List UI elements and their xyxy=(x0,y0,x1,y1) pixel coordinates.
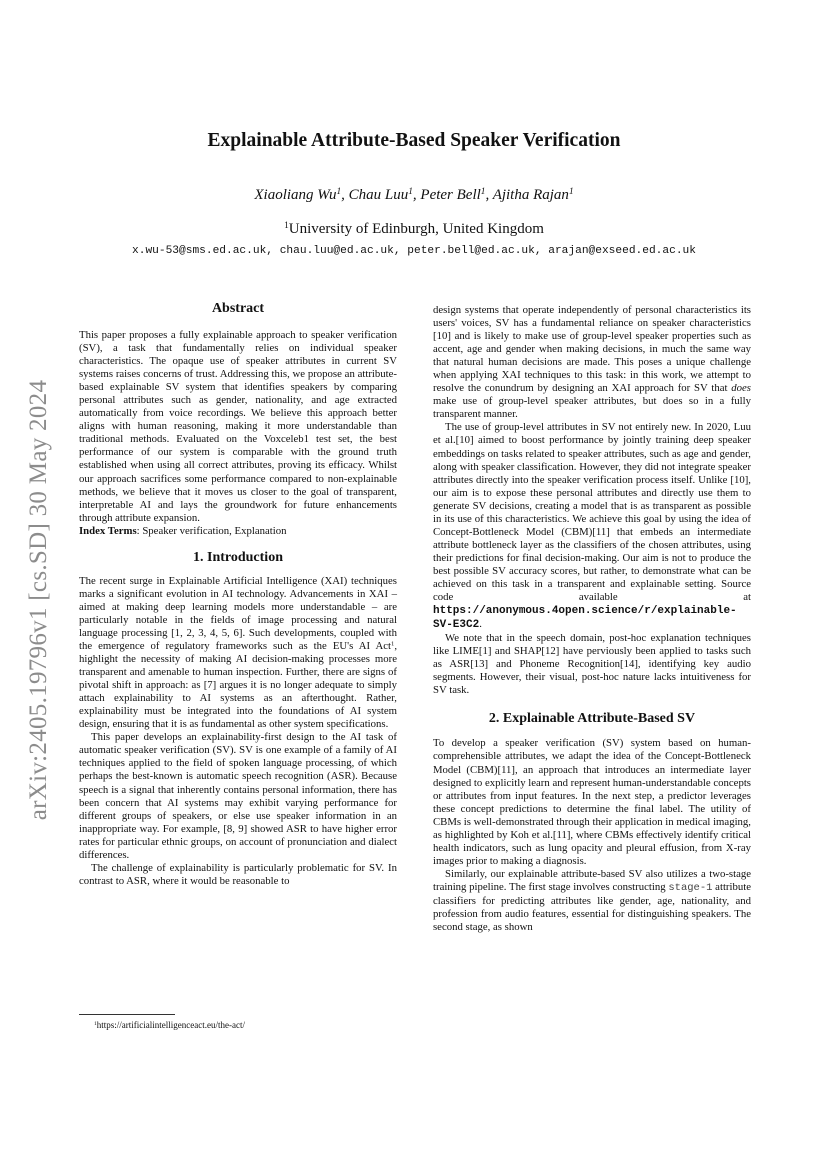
section-2-p2-text: Similarly, our explainable attribute-based SV also utilizes a two-stage training pipeline. The first stage involves constructing xyxy=(433,867,751,893)
footnote-marker[interactable]: 1 xyxy=(390,640,395,648)
intro-paragraph-3-cont xyxy=(433,304,751,421)
affiliation-text: University of Edinburgh, United Kingdom xyxy=(288,221,544,237)
arxiv-id-text: arXiv:2405.19796v1 [cs.SD] 30 May 2024 xyxy=(25,379,52,821)
footnote-url[interactable]: https://artificialintelligenceact.eu/the-act/ xyxy=(96,1020,245,1030)
left-column xyxy=(79,300,397,888)
intro-r2-end: . xyxy=(479,618,482,631)
index-terms xyxy=(79,525,397,538)
intro-p1-text-cont: , highlight the necessity of making AI decision-making processes more transparent and amenable to human inspection. Further, there are signs of pivotal shift in approach: as [7] argues it is no longer adequate to simply attach explainability to AI systems as an afterthought. Rather, explainability must be integrated into the foundations of AI system design, ensuring that it is as fundamental as other system specifications. xyxy=(79,639,397,731)
affiliation-marker: 1 xyxy=(284,220,289,231)
intro-r1-text-cont: make use of group-level speaker attributes, but does so in a fully transparent manner. xyxy=(433,395,751,421)
intro-p1-text: The recent surge in Explainable Artificial Intelligence (XAI) techniques marks a significant evolution in AI technology. Advancements in XAI – aimed at making deep learning models more understandable – are particularly notable in the fields of image processing and natural language processing [1, 2, 3, 4, 5, 6]. Such developments, coupled with the emergence of regulatory frameworks such as the EU's AI Act xyxy=(79,574,397,652)
intro-paragraph-2: This paper develops an explainability-first design to the AI task of automatic speaker verification (SV). SV is one example of a family of AI techniques applied to the field of spoken language processing, of which perhaps the best-known is automatic speech recognition (ASR). Because speech is a signal that inherently contains personal information, there has been concern that AI systems may exhibit varying performance for different groups of speakers, or else use speaker information in an inappropriate way. For example, [8, 9] showed ASR to have higher error rates for particular ethnic groups, on account of pronunciation and dialect differences. xyxy=(79,731,397,861)
affiliation-marker: 1 xyxy=(568,186,574,197)
abstract-heading: Abstract xyxy=(211,301,265,316)
footnote-number: 1 xyxy=(94,1020,97,1027)
affiliation-marker: 1 xyxy=(480,186,486,197)
author-name: Xiaoliang Wu xyxy=(254,187,337,203)
intro-paragraph-4 xyxy=(433,421,751,632)
footnote xyxy=(94,1020,245,1030)
source-code-link[interactable]: https://anonymous.4open.science/r/explainable-SV-E3C2 xyxy=(433,605,737,632)
intro-paragraph-3: The challenge of explainability is particularly problematic for SV. In contrast to ASR, where it would be reasonable to xyxy=(79,861,397,887)
emphasis-does: does xyxy=(731,382,751,395)
author-emails: x.wu-53@sms.ed.ac.uk, chau.luu@ed.ac.uk, peter.bell@ed.ac.uk, arajan@exseed.ed.ac.uk xyxy=(132,245,696,257)
affiliation-marker: 1 xyxy=(336,186,342,197)
author-name: Chau Luu xyxy=(348,187,409,203)
author-name: Peter Bell xyxy=(420,187,481,203)
section-2-heading: 2. Explainable Attribute-Based SV xyxy=(488,711,696,727)
index-terms-label: Index Terms xyxy=(79,524,137,537)
intro-paragraph-5: We note that in the speech domain, post-hoc explanation techniques like LIME[1] and SHAP[12] have perviously been applied to tasks such as ASR[13] and Phoneme Recognition[14], identifying key audio segments. However, their visual, post-hoc nature lacks intuitiveness for SV task. xyxy=(433,632,751,697)
author-list: Xiaoliang Wu$^1$, Chau Luu$^1$, Peter Bell$^1$, Ajitha Rajan$^1$ xyxy=(254,186,574,203)
affiliation xyxy=(0,221,828,238)
introduction-heading: 1. Introduction xyxy=(193,549,283,565)
author-name: Ajitha Rajan xyxy=(492,187,569,203)
paper-title: Explainable Attribute-Based Speaker Verification xyxy=(207,130,621,151)
index-terms-text: : Speaker verification, Explanation xyxy=(136,524,287,537)
stage-1-code: stage-1 xyxy=(668,881,713,894)
affiliation-marker: 1 xyxy=(408,186,413,197)
intro-r2-text: The use of group-level attributes in SV not entirely new. In 2020, Luu et al.[10] aimed to boost performance by jointly training deep speaker embeddings on tasks related to speaker attributes, such as age and gender, along with speaker classification. However, they did not integrate speaker attributes directly into the speaker verification process itself. Unlike [10], our aim is to expose these personal attributes and directly use them to generate SV decisions, creating a model that is as transparent as possible in its use of this characteristics. We achieve this goal by using the idea of Concept-Bottleneck Model (CBM)[11] that embeds an intermediate attribute bottleneck layer as the classifiers of the chosen attributes, using their predictions for final decision-making. Our aim is not to produce the best possible SV accuracy scores, but rather, to demonstrate what can be achieved on this task in a transparent and explainable setting. Source code available at xyxy=(433,421,751,604)
arxiv-identifier-stamp xyxy=(27,360,51,840)
footnote-divider xyxy=(79,1014,175,1015)
intro-r1-text: design systems that operate independently of personal characteristics its users' voices, SV has a fundamental reliance on speaker characteristics [10] and is likely to make use of group-level speaker properties such as accent, age and gender when making decisions, in much the same way that natural human decisions are made. This poses a unique challenge when applying XAI techniques to this task: in this work, we attempt to resolve the conundrum by designing an XAI approach for SV that xyxy=(433,304,751,395)
section-2-paragraph-2 xyxy=(433,868,751,934)
section-2-p2-text-cont: attribute classifiers for predicting attributes like gender, age, nationality, and profession from audio features, essential for distinguishing speakers. The second stage, as shown xyxy=(433,880,751,934)
right-column xyxy=(433,304,751,934)
abstract-text: This paper proposes a fully explainable approach to speaker verification (SV), a task that fundamentally relies on individual speaker characteristics. The opaque use of speaker attributes in current SV systems raises concerns of trust. Addressing this, we propose an attribute-based explainable SV system that identifies speakers by comparing personal attributes such as gender, nationality, and age extracted automatically from voice recordings. We believe this approach better aligns with human reasoning, making it more understandable than traditional methods. Evaluated on the Voxceleb1 test set, the best performance of our system is comparable with the ground truth established when using all correct attributes, proving its efficacy. Whilst our approach sacrifices some performance compared to non-explainable methods, we believe that it moves us closer to the goal of transparent, interpretable AI and lays the groundwork for future enhancements through attribute expansion. xyxy=(79,329,397,524)
intro-paragraph-1 xyxy=(79,575,397,732)
section-2-paragraph-1: To develop a speaker verification (SV) system based on human-comprehensible attributes, we adapt the idea of the Concept-Bottleneck Model (CBM)[11], an approach that introduces an intermediate layer designed to explicitly learn and represent human-understandable concepts or attributes from input features. In the next step, a predictor leverages these concept predictions to determine the final label. The utility of CBMs is well-demonstrated through their application in medical imaging, as highlighted by Koh et al.[11], where CBMs effectively identify critical health indicators, such as lung opacity and pleural effusion, from X-ray images prior to making a diagnosis. xyxy=(433,737,751,867)
